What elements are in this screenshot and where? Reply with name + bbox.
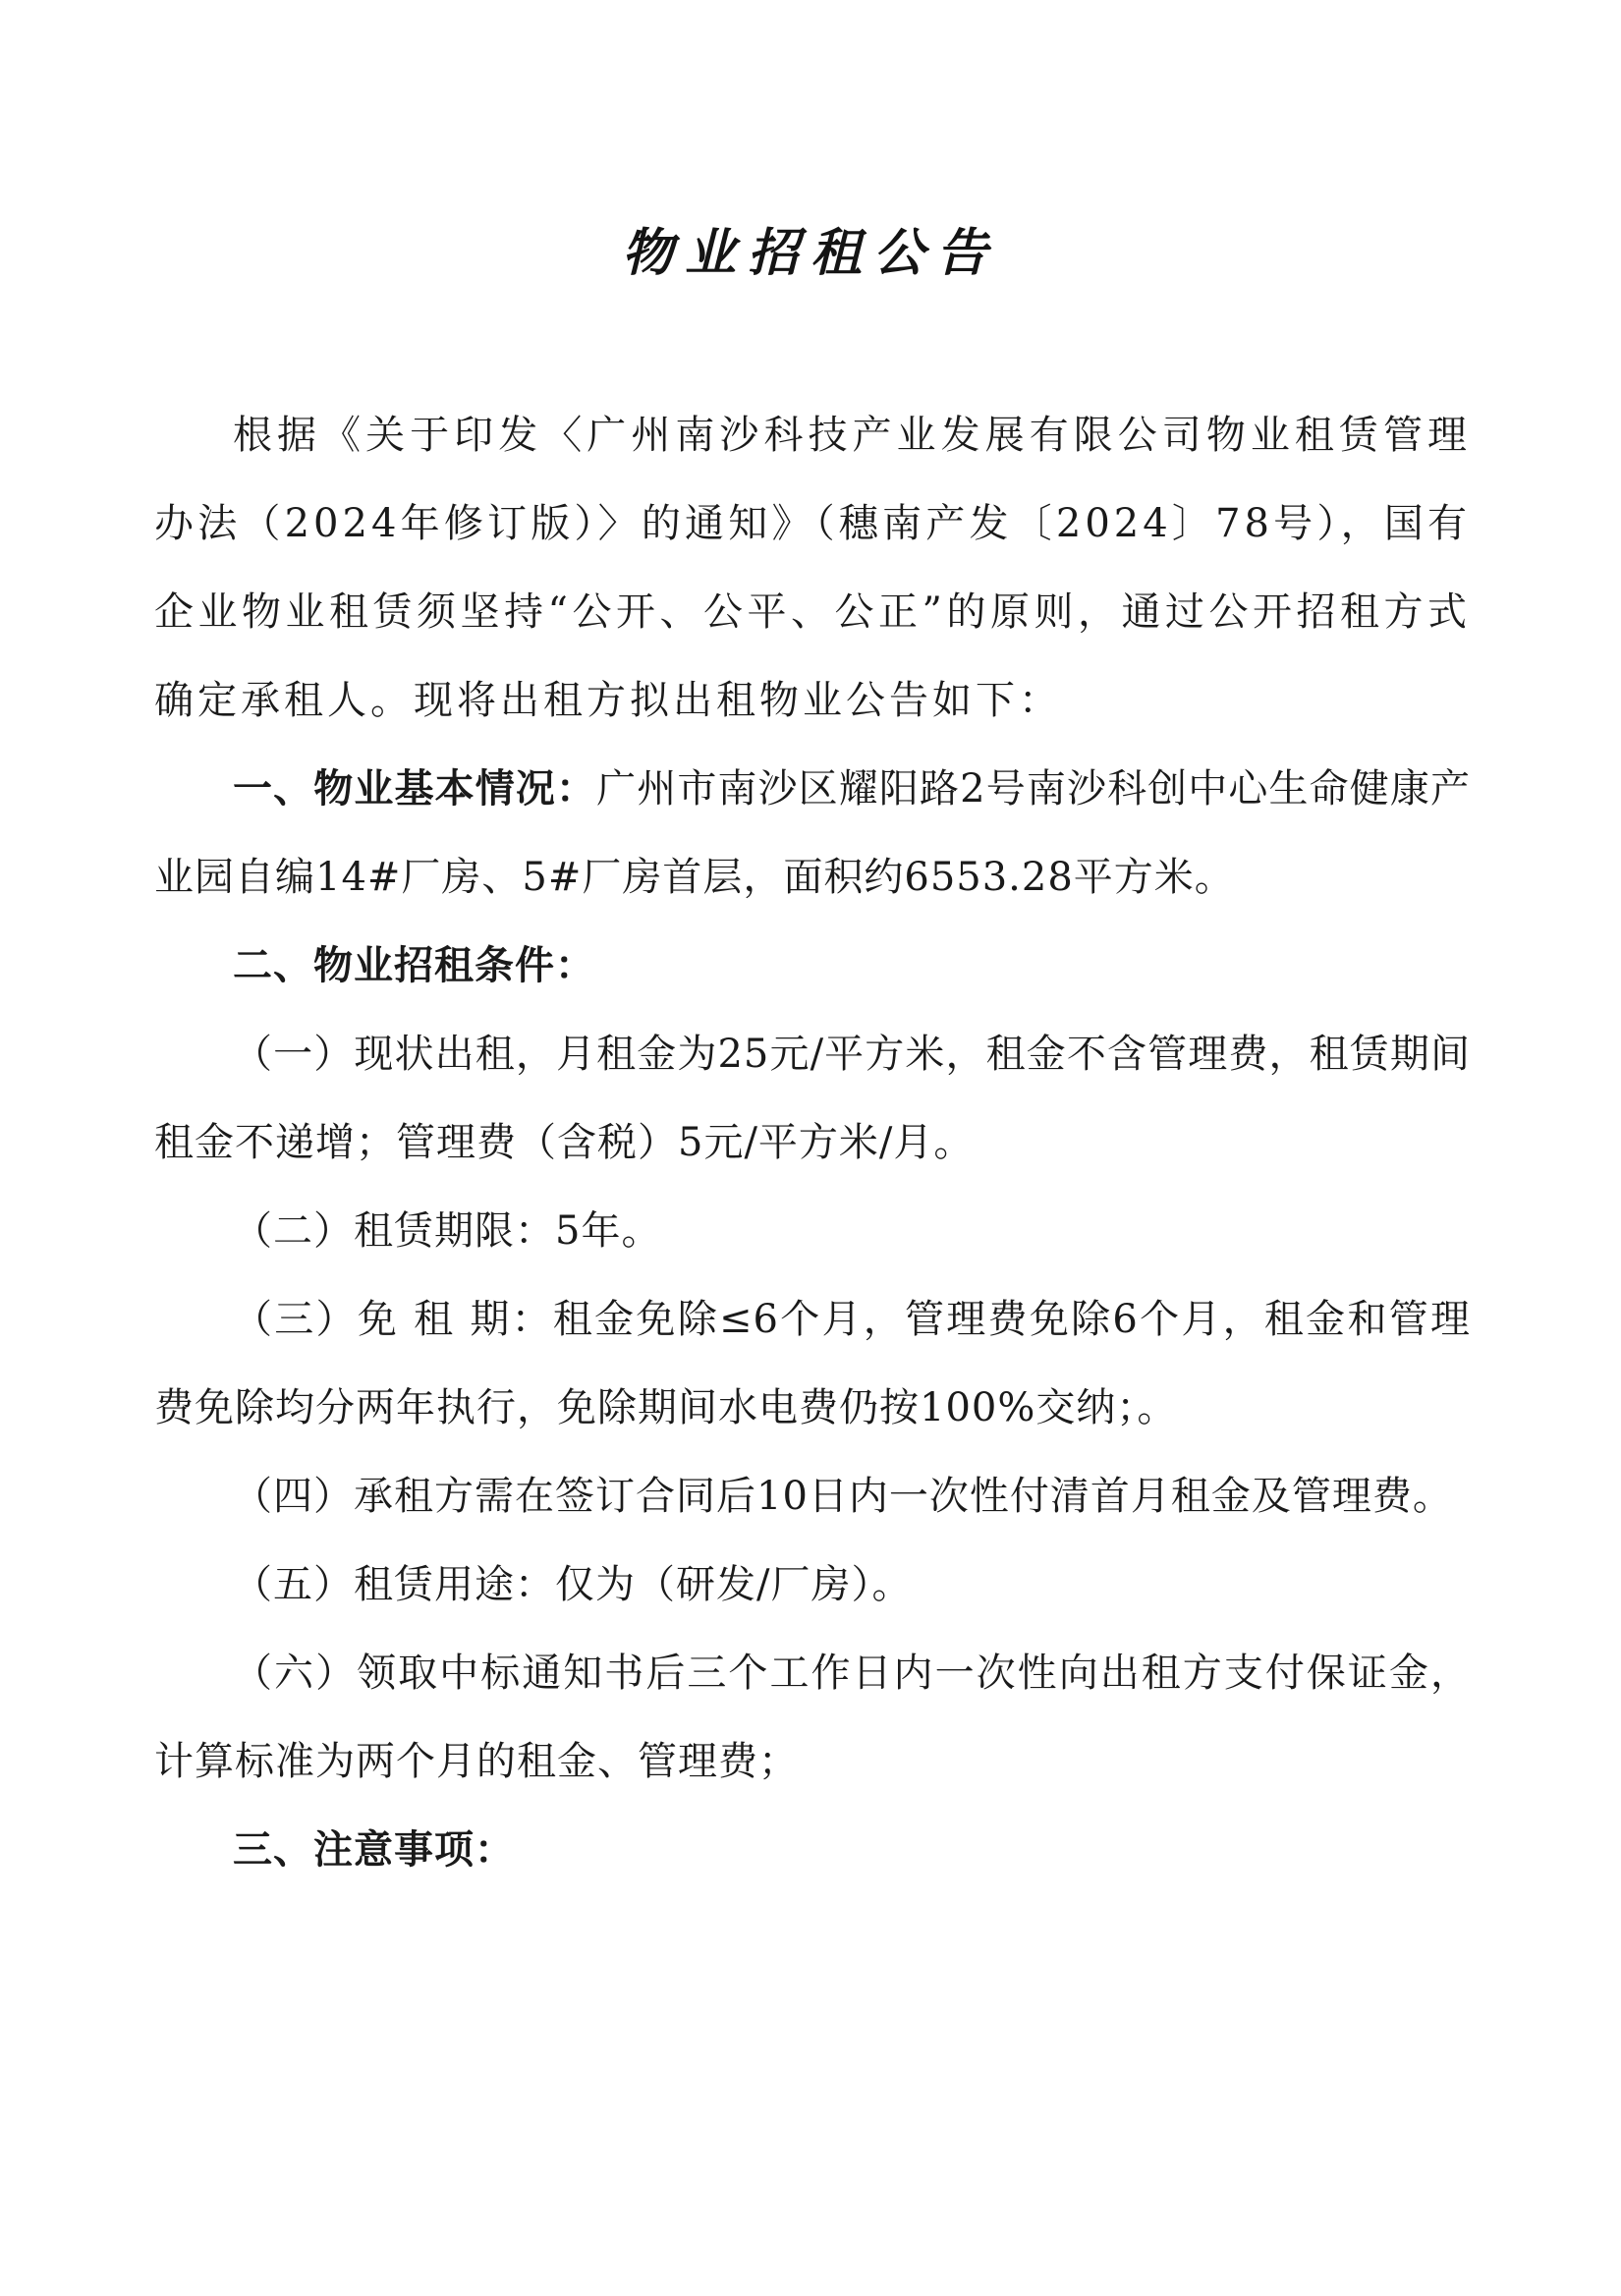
document-title: 物业招租公告	[621, 223, 999, 283]
section-2-item-5: （五）租赁用途：仅为（研发/厂房）。	[233, 1562, 913, 1607]
section-2-item-1: （一）现状出租，月租金为25元/平方米，租金不含管理费，租赁期间租金不递增；管理费（含税）5元/平方米/月。	[154, 1032, 1471, 1165]
section-2-item-4: （四）承租方需在签订合同后10日内一次性付清首月租金及管理费。	[233, 1474, 1453, 1519]
section-2-heading: 二、物业招租条件：	[233, 942, 595, 988]
document-body	[154, 391, 1471, 1894]
section-2-item-2: （二）租赁期限：5年。	[233, 1208, 662, 1254]
intro-paragraph: 根据《关于印发〈广州南沙科技产业发展有限公司物业租赁管理办法（2024年修订版）〉的通知》（穗南产发〔2024〕78号），国有企业物业租赁须坚持“公开、公平、公正”的原则，通过公开招租方式确定承租人。现将出租方拟出租物业公告如下：	[154, 413, 1471, 723]
section-2-item-3: （三）免 租 期：租金免除≤6个月，管理费免除6个月，租金和管理费免除均分两年执行，免除期间水电费仍按100%交纳；。	[154, 1297, 1471, 1430]
section-1-paragraph	[154, 745, 1471, 922]
section-1-text: 广州市南沙区耀阳路2号南沙科创中心生命健康产业园自编14#厂房、5#厂房首层，面积约6553.28平方米。	[154, 766, 1472, 900]
section-2-item-6: （六）领取中标通知书后三个工作日内一次性向出租方支付保证金，计算标准为两个月的租金、管理费；	[154, 1651, 1471, 1784]
section-1-heading: 一、物业基本情况：	[233, 765, 597, 812]
section-3-heading: 三、注意事项：	[233, 1826, 515, 1873]
